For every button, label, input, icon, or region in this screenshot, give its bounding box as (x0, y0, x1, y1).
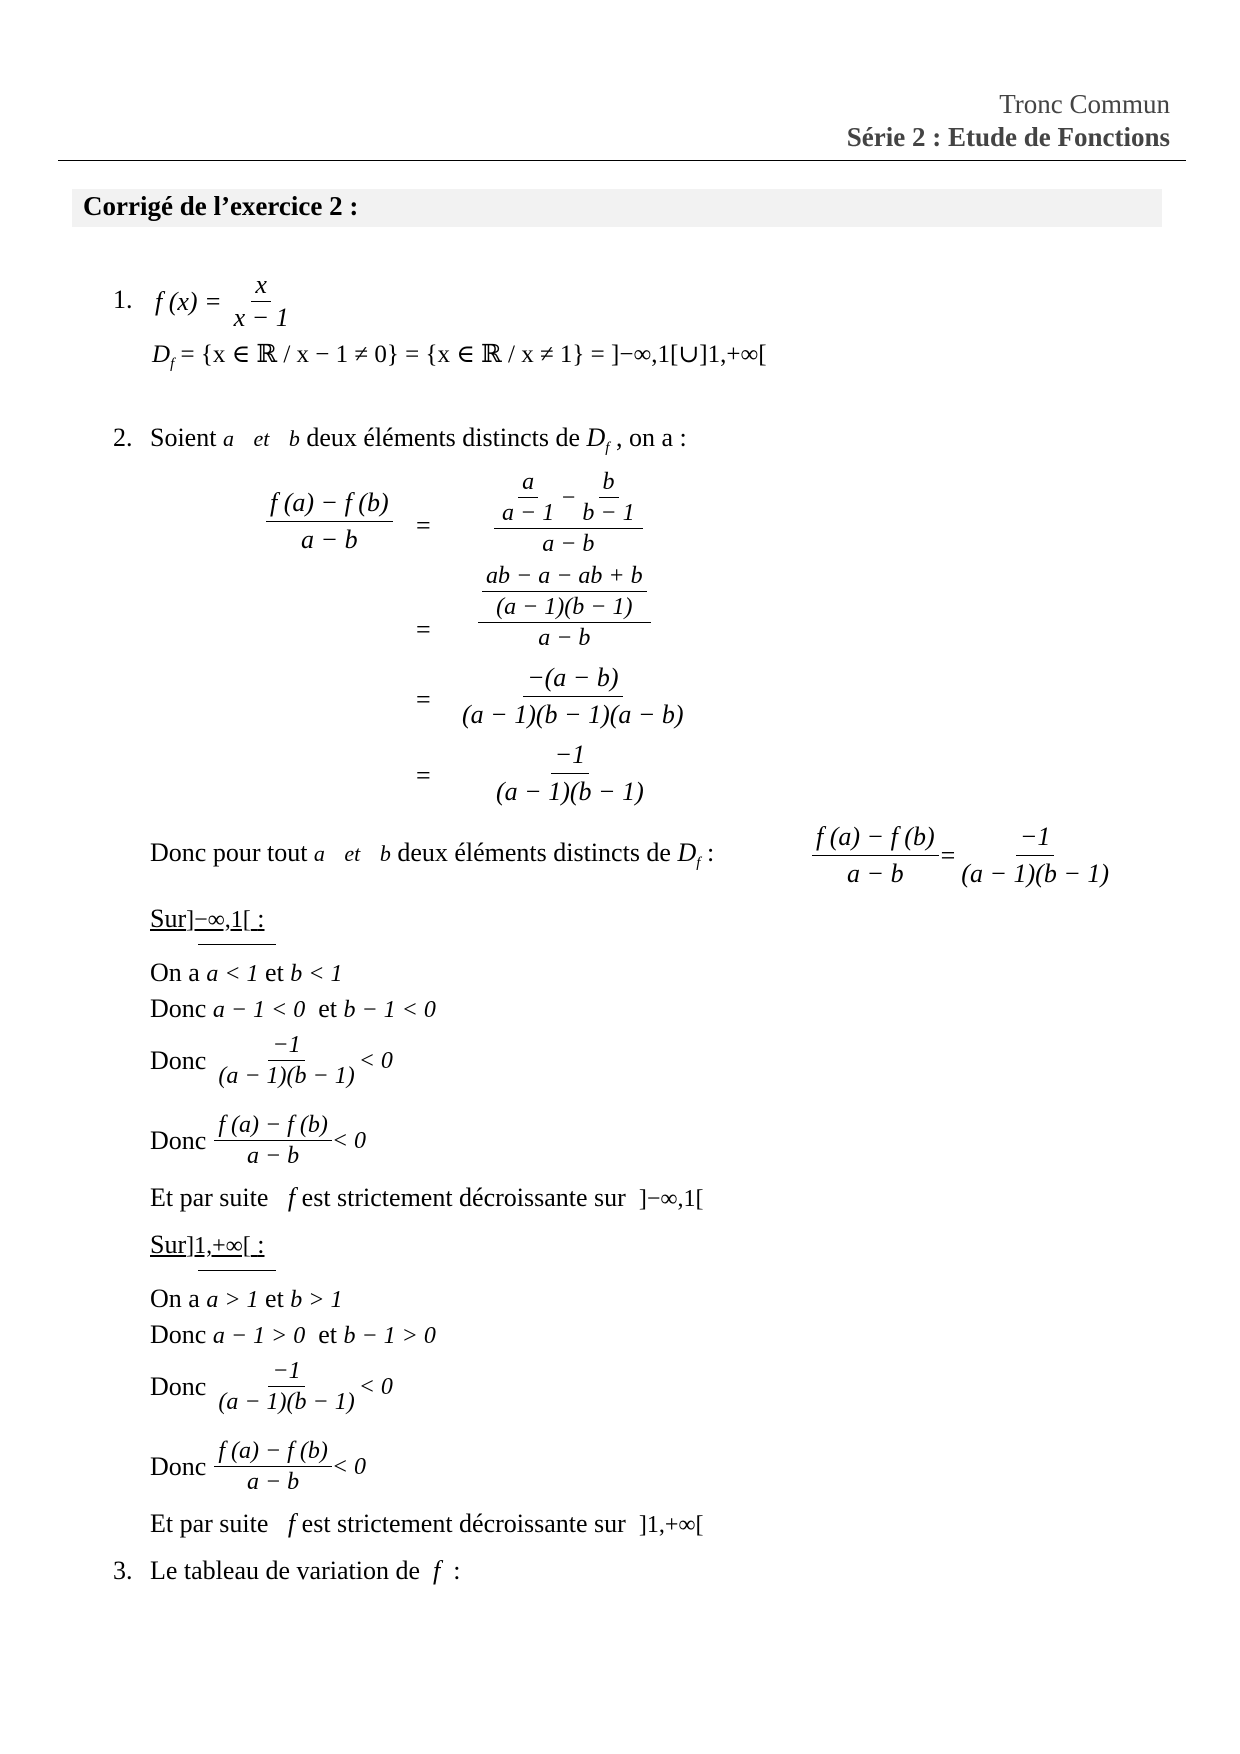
q1-f-den: x − 1 (233, 303, 289, 332)
q1-f-lhs: f (x) = (155, 286, 222, 316)
q2-eq-2: = (416, 615, 431, 644)
q2-interval1-heading: Sur]−∞,1[ : (150, 904, 265, 933)
header-course: Tronc Commun (999, 89, 1170, 119)
q2-step-3: $\frac{-(a - b)}{(a - 1)(b - 1)(a - b)}$ (462, 663, 684, 729)
q2-i2-line4: Donc $\frac{f (a) - f (b)}{a - b}$ < 0 (150, 1438, 367, 1495)
q2-intro: Soient a et b deux éléments distincts de $D_f$ , on a : (150, 423, 687, 456)
q2-step-4: $\frac{-1}{(a - 1)(b - 1)}$ (496, 740, 644, 806)
q1-function-definition (155, 272, 293, 331)
q2-step-1: $\frac{a}{a - 1}$ − $\frac{b}{b - 1}$ a − b (494, 470, 643, 556)
q2-conclusion-formula: $\frac{f (a) - f (b)}{a - b}$ = $\frac{-1}{(a - 1)(b - 1)}$ (812, 824, 1113, 887)
q1-f-num: x (251, 272, 271, 302)
q2-conclusion-text: Donc pour tout a et b deux éléments distincts de $D_f$ : (150, 838, 715, 871)
q2-lhs: $\frac{f (a) - f (b)}{a - b}$ (266, 490, 393, 553)
q3-number: 3. (113, 1556, 133, 1585)
q2-i2-line1: On a a > 1 et b > 1 (150, 1284, 343, 1313)
q2-i1-line4: Donc $\frac{f (a) - f (b)}{a - b}$ < 0 (150, 1112, 367, 1169)
q2-step-2: $\frac{\frac{ab - a - ab + b}{(a - 1)(b - 1)}}{a - b}$ (478, 564, 651, 650)
q1-number: 1. (113, 285, 133, 314)
header-series: Série 2 : Etude de Fonctions (846, 122, 1170, 152)
q2-interval2-underline (198, 1270, 276, 1271)
q2-eq-1: = (416, 511, 431, 540)
q1-domain: $D_f = \{x$ ∈ ℝ / x − 1 ≠ 0} = {x ∈ ℝ / x ≠ 1} = ]−∞,1[∪]1,+∞[ (152, 341, 767, 372)
q2-i2-line2: Donc a − 1 > 0 et b − 1 > 0 (150, 1320, 436, 1349)
q2-number: 2. (113, 423, 133, 452)
q2-eq-4: = (416, 761, 431, 790)
q1-f-fraction (230, 272, 293, 331)
q2-i1-line2: Donc a − 1 < 0 et b − 1 < 0 (150, 994, 436, 1023)
header-divider (58, 160, 1186, 161)
q2-i1-line3: Donc $\frac{-1}{(a - 1)(b - 1)}$ < 0 (150, 1032, 393, 1089)
section-title: Corrigé de l’exercice 2 : (83, 191, 359, 221)
q2-eq-3: = (416, 685, 431, 714)
q2-i1-line1: On a a < 1 et b < 1 (150, 958, 343, 987)
q3-text: Le tableau de variation de f : (150, 1556, 461, 1585)
q2-interval2-heading: Sur]1,+∞[ : (150, 1230, 265, 1259)
q2-i2-line3: Donc $\frac{-1}{(a - 1)(b - 1)}$ < 0 (150, 1358, 393, 1415)
q2-i2-conclusion: Et par suite f est strictement décroissante sur ]1,+∞[ (150, 1509, 704, 1538)
q2-i1-conclusion: Et par suite f est strictement décroissante sur ]−∞,1[ (150, 1183, 704, 1212)
q2-interval1-underline (198, 944, 276, 945)
